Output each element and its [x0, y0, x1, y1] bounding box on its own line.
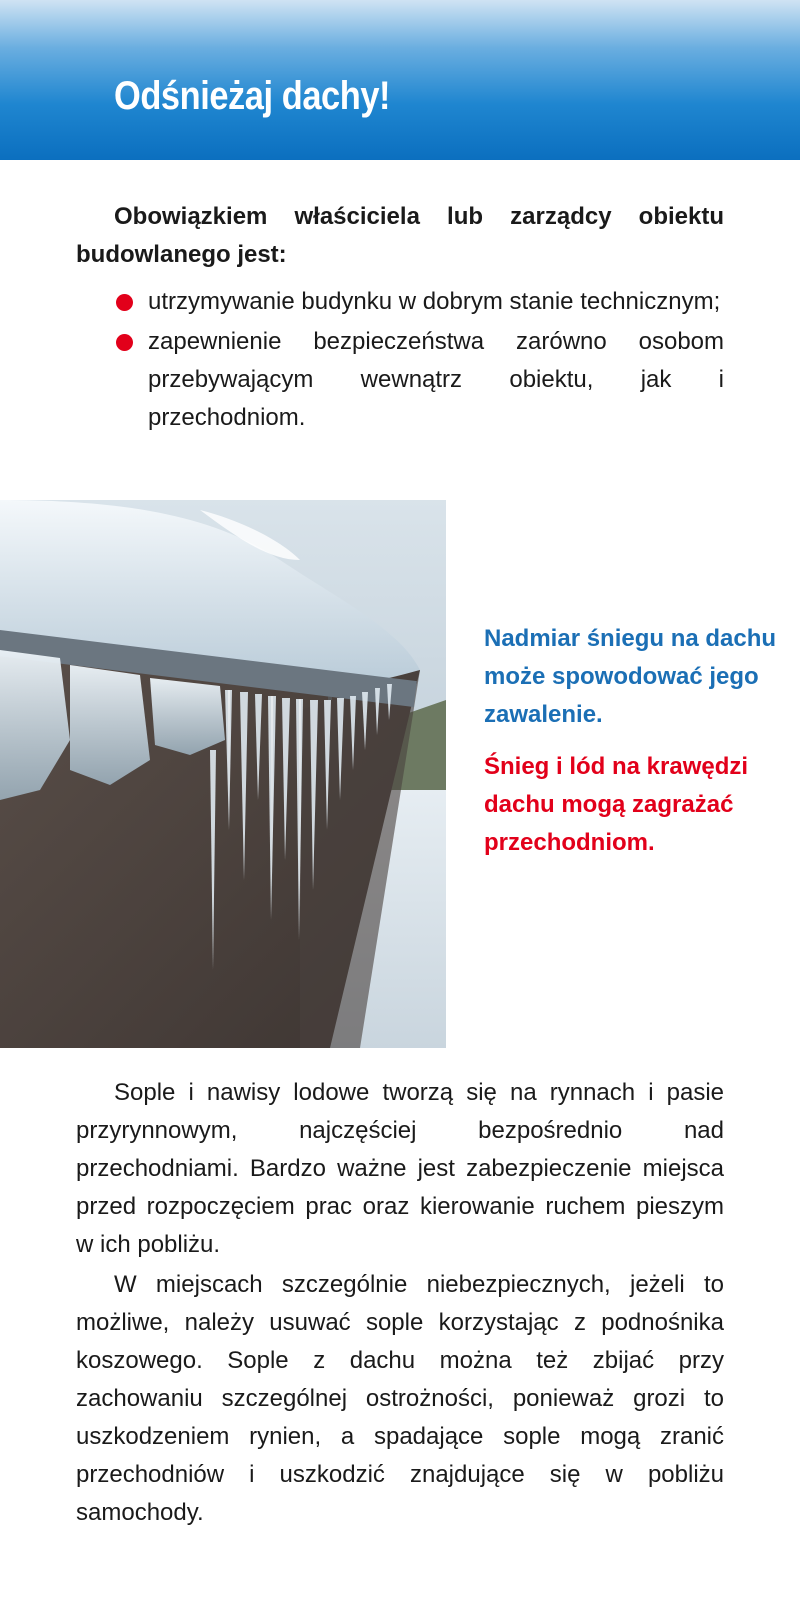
list-item	[76, 323, 724, 437]
intro-heading: Obowiązkiem właściciela lub zarządcy obiektu budowlanego jest:	[76, 203, 724, 268]
bullet-dot-icon	[116, 334, 133, 351]
list-item-text: zapewnienie bezpieczeństwa zarówno osobom przebywającym wewnątrz obiektu, jak i przechodniom.	[148, 328, 724, 431]
list-item-text: utrzymywanie budynku w dobrym stanie technicznym;	[148, 288, 721, 315]
body-text	[76, 1074, 724, 1534]
callout-warning-red: Śnieg i lód na krawędzi dachu mogą zagrażać przechodniom.	[484, 753, 749, 856]
callout	[484, 620, 784, 862]
body-paragraph: Sople i nawisy lodowe tworzą się na rynnach i pasie przyrynnowym, najczęściej bezpośrednio nad przechodniami. Bardzo ważne jest zabezpieczenie miejsca przed rozpoczęciem prac oraz kierowanie ruchem pieszym w ich pobliżu.	[76, 1079, 724, 1258]
page-title: Odśnieżaj dachy!	[114, 74, 391, 118]
obligations-list	[76, 283, 724, 439]
list-item	[76, 283, 724, 321]
body-paragraph: W miejscach szczególnie niebezpiecznych, jeżeli to możliwe, należy usuwać sople korzystając z podnośnika koszowego. Sople z dachu można też zbijać przy zachowaniu szczególnej ostrożności, ponieważ grozi to uszkodzeniem rynien, a spadające sople mogą zranić przechodniów i uszkodzić znajdujące się w pobliżu samochody.	[76, 1271, 724, 1526]
bullet-dot-icon	[116, 294, 133, 311]
callout-warning-blue: Nadmiar śniegu na dachu może spowodować jego zawalenie.	[484, 625, 777, 728]
icicles-photo	[0, 500, 446, 1048]
page-header	[0, 0, 800, 160]
